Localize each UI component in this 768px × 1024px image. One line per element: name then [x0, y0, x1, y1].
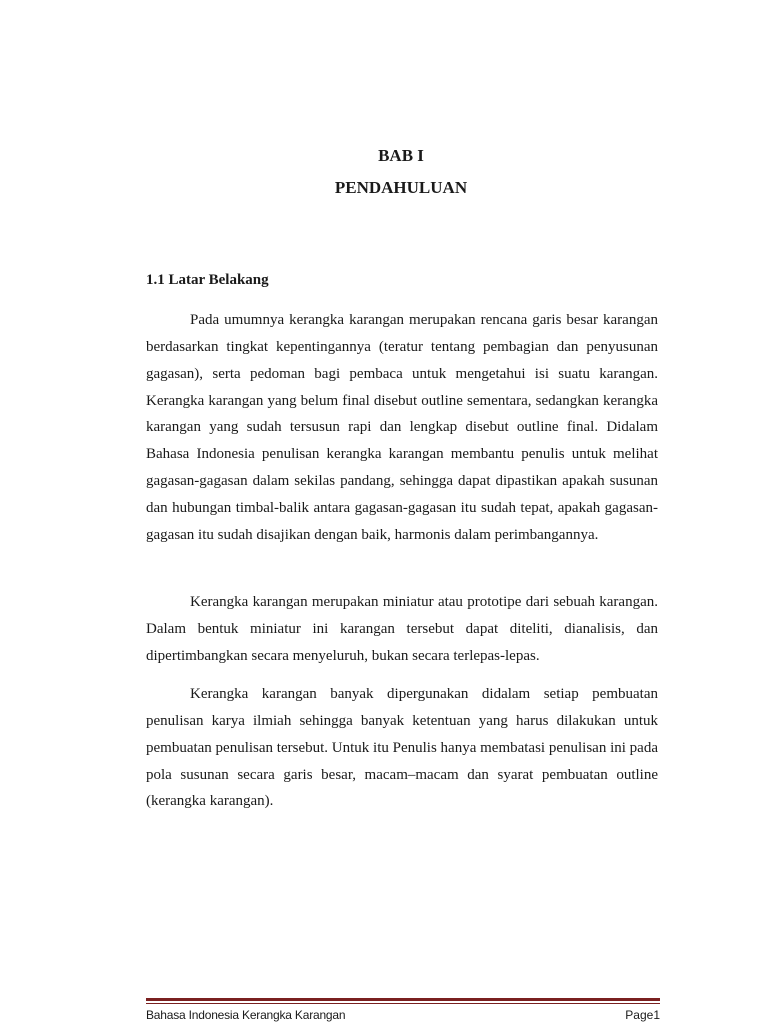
paragraph: Kerangka karangan banyak dipergunakan didalam setiap pembuatan penulisan karya ilmiah sehingga banyak ketentuan yang harus dilakukan untuk pembuatan penulisan tersebut. Untuk itu Penulis hanya membatasi penulisan ini pada pola susunan secara garis besar, macam–macam dan syarat pembuatan outline (kerangka karangan). [146, 686, 658, 810]
footer-document-title: Bahasa Indonesia Kerangka Karangan [146, 1008, 346, 1022]
section-heading: 1.1 Latar Belakang [146, 272, 269, 288]
footer-rule [146, 1003, 660, 1004]
chapter-title: PENDAHULUAN [334, 178, 468, 197]
paragraph: Pada umumnya kerangka karangan merupakan rencana garis besar karangan berdasarkan tingkat kepentingannya (teratur tentang pembagian dan penyusunan gagasan), serta pedoman bagi pembaca untuk mengetahui isi suatu karangan. Kerangka karangan yang belum final disebut outline sementara, sedangkan kerangka karangan yang sudah tersusun rapi dan lengkap disebut outline final. Didalam Bahasa Indonesia penulisan kerangka karangan membantu penulis untuk melihat gagasan-gagasan dalam sekilas pandang, sehingga dapat dipastikan apakah susunan dan hubungan timbal-balik antara gagasan-gagasan itu sudah tepat, apakah gagasan-gagasan itu sudah disajikan dengan baik, harmonis dalam perimbangannya. [146, 312, 658, 543]
chapter-number: BAB I [378, 146, 424, 165]
footer-rule [146, 998, 660, 1001]
footer-page-number: Page1 [625, 1008, 660, 1022]
paragraph: Kerangka karangan merupakan miniatur atau prototipe dari sebuah karangan. Dalam bentuk miniatur ini karangan tersebut dapat diteliti, dianalisis, dan dipertimbangkan secara menyeluruh, bukan secara terlepas-lepas. [146, 594, 658, 664]
